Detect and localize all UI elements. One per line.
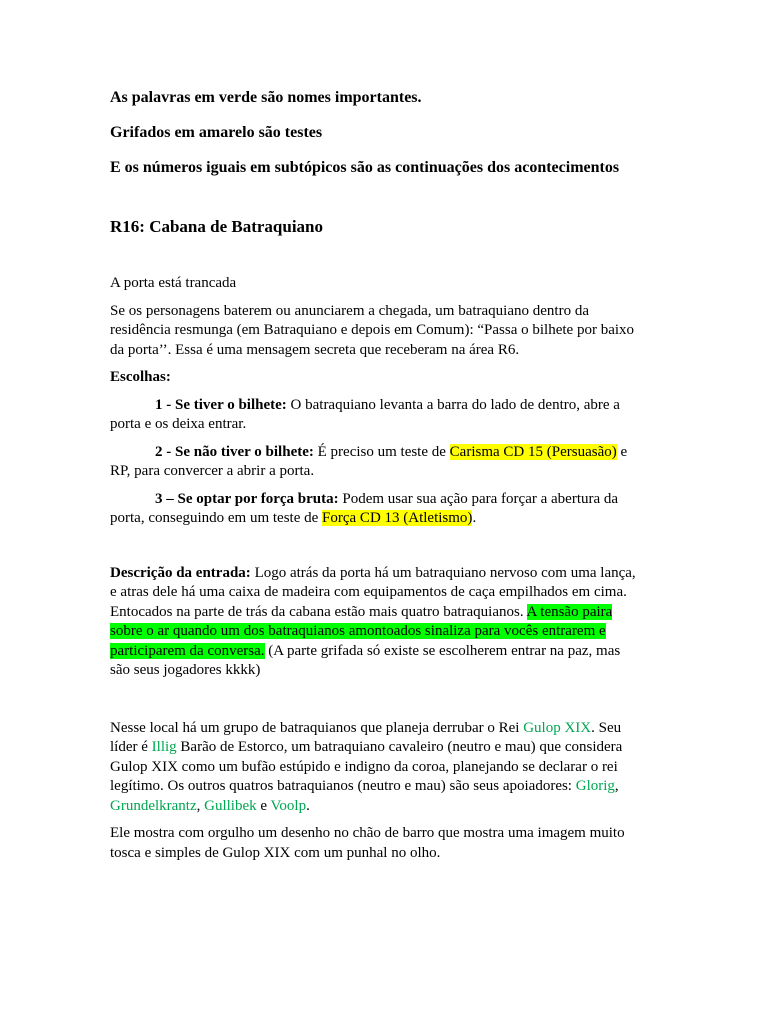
test-highlight: Força CD 13 (Atletismo) xyxy=(322,510,473,526)
knock-paragraph: Se os personagens baterem ou anunciarem a chegada, um batraquiano dentro da residência resmunga (em Batraquiano e depois em Comum): “Passa o bilhete por baixo da porta’’. Essa é uma mensagem secreta que receberam na área R6. xyxy=(110,302,635,358)
test-highlight: Carisma CD 15 (Persuasão) xyxy=(449,443,617,460)
choice-1: 1 - Se tiver o bilhete: O batraquiano levanta a barra do lado de dentro, abre a porta e os deixa entrar. xyxy=(110,396,620,432)
section-title: R16: Cabana de Batraquiano xyxy=(110,217,324,236)
drawing-paragraph: Ele mostra com orgulho um desenho no chão de barro que mostra uma imagem muito tosca e simples de Gulop XIX com um punhal no olho. xyxy=(110,825,625,861)
name-voolp: Voolp xyxy=(270,797,307,814)
name-grundelkrantz: Grundelkrantz xyxy=(110,797,197,814)
choice-label: 2 - Se não tiver o bilhete: xyxy=(155,443,314,460)
legend-yellow-tests: Grifados em amarelo são testes xyxy=(110,124,323,141)
name-illig: Illig xyxy=(151,739,177,755)
choices-heading: Escolhas: xyxy=(110,369,171,385)
legend-numbering: E os números iguais em subtópicos são as continuações dos acontecimentos xyxy=(110,159,620,176)
group-paragraph: Nesse local há um grupo de batraquianos que planeja derrubar o Rei Gulop XIX. Seu líder é Illig Barão de Estorco, um batraquiano cavaleiro (neutro e mau) que considera Gulop XIX como um bufão estúpido e indigno da coroa, planejando se declarar o rei legítimo. Os outros quatros batraquianos (neutro e mau) são seus apoiadores: Glorig, Grundelkrantz, Gullibek e Voolp. xyxy=(110,719,623,814)
name-gullibek: Gullibek xyxy=(204,797,257,814)
legend-green-names: As palavras em verde são nomes importantes. xyxy=(110,89,422,106)
choice-label: 1 - Se tiver o bilhete: xyxy=(155,396,287,413)
choice-label: 3 – Se optar por força bruta: xyxy=(155,490,339,507)
peace-highlight: A tensão paira sobre o ar quando um dos batraquianos amontoados sinaliza para vocês entrarem e participarem da conversa. xyxy=(110,603,613,659)
door-locked-text: A porta está trancada xyxy=(110,275,237,291)
entrance-description: Descrição da entrada: Logo atrás da porta há um batraquiano nervoso com uma lança, e atras dele há uma caixa de madeira com equipamentos de caça empilhados em cima. Entocados na parte de trás da cabana estão mais quatro batraquianos. A tensão paira sobre o ar quando um dos batraquianos amontoados sinaliza para vocês entrarem e participarem da conversa. (A parte grifada só existe se escolherem entrar na paz, mas são seus jogadores kkkk) xyxy=(110,564,636,678)
choice-2: 2 - Se não tiver o bilhete: É preciso um teste de Carisma CD 15 (Persuasão) e RP, para convercer a abrir a porta. xyxy=(110,443,628,479)
name-glorig: Glorig xyxy=(575,778,615,794)
document-page xyxy=(110,86,640,863)
choice-3: 3 – Se optar por força bruta: Podem usar sua ação para forçar a abertura da porta, conseguindo em um teste de Força CD 13 (Atletismo). xyxy=(110,490,619,526)
legend-block xyxy=(110,86,640,179)
name-gulop: Gulop XIX xyxy=(523,719,592,736)
